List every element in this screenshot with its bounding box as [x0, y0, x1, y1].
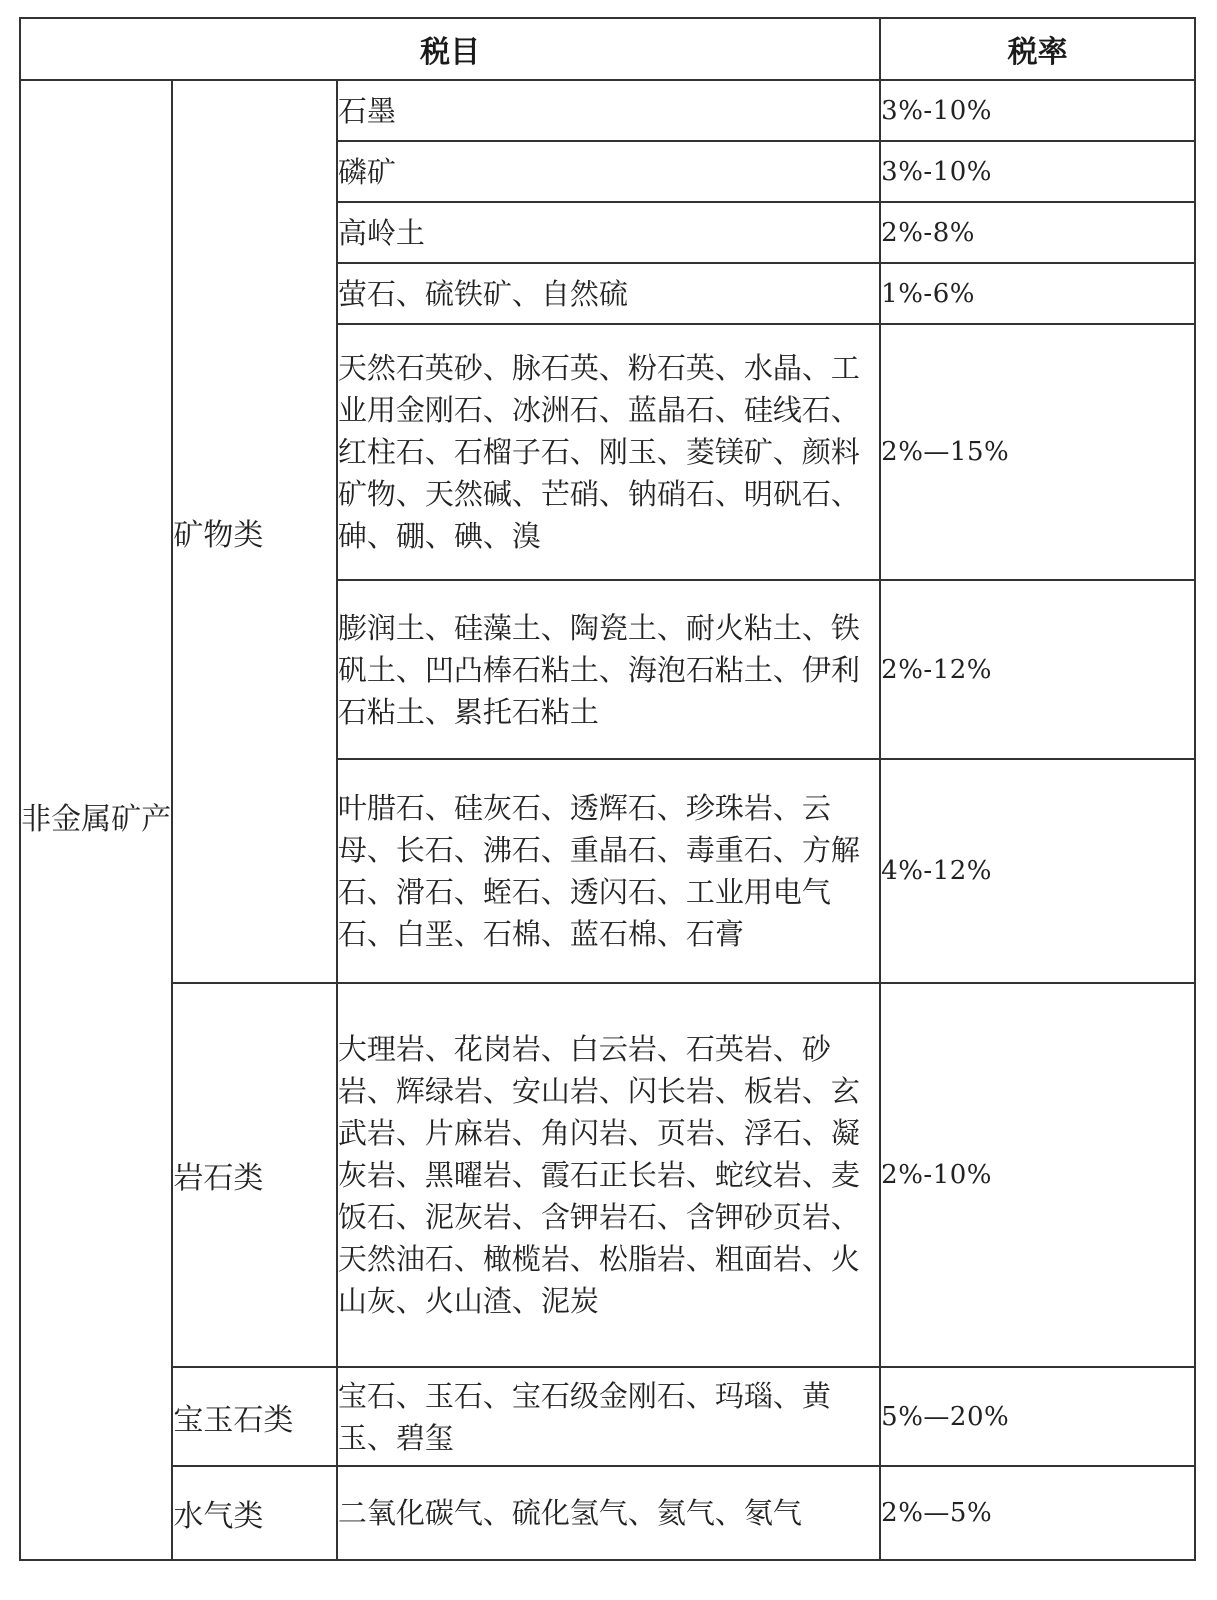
item-cell: 萤石、硫铁矿、自然硫 — [337, 263, 880, 324]
rate-cell: 2%-12% — [880, 580, 1195, 759]
item-cell: 膨润土、硅藻土、陶瓷土、耐火粘土、铁矾土、凹凸棒石粘土、海泡石粘土、伊利石粘土、累托石粘土 — [337, 580, 880, 759]
rate-cell: 3%-10% — [880, 80, 1195, 141]
rate-cell: 5%—20% — [880, 1367, 1195, 1466]
table-row — [20, 983, 1195, 1367]
rate-cell: 4%-12% — [880, 759, 1195, 983]
item-cell: 石墨 — [337, 80, 880, 141]
header-row — [20, 18, 1195, 80]
category-rock: 岩石类 — [172, 983, 337, 1367]
table-row — [20, 80, 1195, 141]
item-cell: 宝石、玉石、宝石级金刚石、玛瑙、黄玉、碧玺 — [337, 1367, 880, 1466]
rate-cell: 2%—5% — [880, 1466, 1195, 1560]
item-cell: 磷矿 — [337, 141, 880, 202]
rate-cell: 1%-6% — [880, 263, 1195, 324]
rate-cell: 2%-8% — [880, 202, 1195, 263]
item-cell: 大理岩、花岗岩、白云岩、石英岩、砂岩、辉绿岩、安山岩、闪长岩、板岩、玄武岩、片麻岩、角闪岩、页岩、浮石、凝灰岩、黑曜岩、霞石正长岩、蛇纹岩、麦饭石、泥灰岩、含钾岩石、含钾砂页岩、天然油石、橄榄岩、松脂岩、粗面岩、火山灰、火山渣、泥炭 — [337, 983, 880, 1367]
item-cell: 二氧化碳气、硫化氢气、氦气、氡气 — [337, 1466, 880, 1560]
item-cell: 叶腊石、硅灰石、透辉石、珍珠岩、云母、长石、沸石、重晶石、毒重石、方解石、滑石、蛭石、透闪石、工业用电气石、白垩、石棉、蓝石棉、石膏 — [337, 759, 880, 983]
category-gem: 宝玉石类 — [172, 1367, 337, 1466]
rate-cell: 2%-10% — [880, 983, 1195, 1367]
header-tax-item: 税目 — [20, 18, 880, 80]
rate-cell: 2%—15% — [880, 324, 1195, 580]
table-row — [20, 1466, 1195, 1560]
header-tax-rate: 税率 — [880, 18, 1195, 80]
tax-rate-table — [19, 17, 1196, 1561]
item-cell: 高岭土 — [337, 202, 880, 263]
item-cell: 天然石英砂、脉石英、粉石英、水晶、工业用金刚石、冰洲石、蓝晶石、硅线石、红柱石、石榴子石、刚玉、菱镁矿、颜料矿物、天然碱、芒硝、钠硝石、明矾石、砷、硼、碘、溴 — [337, 324, 880, 580]
rate-cell: 3%-10% — [880, 141, 1195, 202]
table-row — [20, 1367, 1195, 1466]
category-water-gas: 水气类 — [172, 1466, 337, 1560]
group-label: 非金属矿产 — [20, 80, 172, 1560]
category-mineral: 矿物类 — [172, 80, 337, 983]
